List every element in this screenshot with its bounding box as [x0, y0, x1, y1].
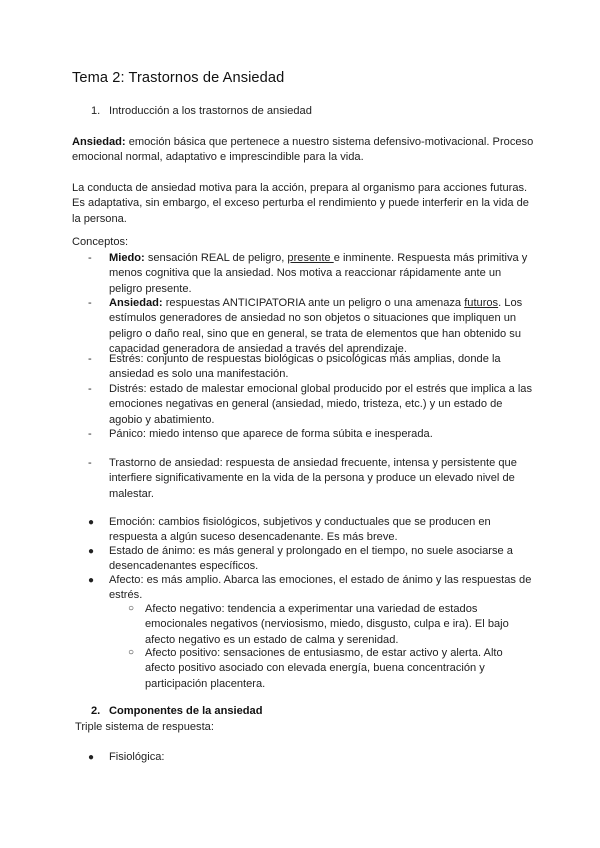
ansiedad-item-underlined: futuros — [464, 297, 499, 309]
concept-estres: Estrés: conjunto de respuestas biológicas o psicológicas más amplias, donde la ansiedad es solo una manifestación. — [109, 353, 501, 381]
bullet-marker: ● — [88, 546, 95, 557]
dash-marker: - — [88, 353, 92, 365]
ansiedad-item-text: respuestas ANTICIPATORIA ante un peligro o una amenaza — [162, 297, 465, 309]
miedo-text-rest: e inminente. Respuesta más primitiva y menos cognitiva que la ansiedad. Nos motiva a reaccionar rápidamente ante un peligro presente. — [109, 252, 528, 295]
ansiedad-term: Ansiedad: — [72, 136, 126, 148]
circle-marker: ○ — [128, 603, 135, 614]
bullet-estado-animo: Estado de ánimo: es más general y prolongado en el tiempo, no suele asociarse a desencadenantes específicos. — [109, 545, 513, 573]
bullet-emocion: Emoción: cambios fisiológicos, subjetivos y conductuales que se producen en respuesta a algún suceso desencadenante. Es más breve. — [109, 516, 491, 544]
circle-marker: ○ — [128, 647, 135, 658]
bullet-marker: ● — [88, 575, 95, 586]
miedo-underlined: presente — [287, 252, 334, 264]
concept-distres: Distrés: estado de malestar emocional global producido por el estrés que implica a las emociones negativas en general (ansiedad, miedo, tristeza, etc.) y un estado de agobio y abatimiento. — [109, 383, 533, 426]
dash-marker: - — [88, 383, 92, 395]
subitem-afecto-negativo: Afecto negativo: tendencia a experimentar una variedad de estados emocionales negativos (nerviosismo, miedo, disgusto, culpa e ira). El bajo afecto negativo es un estado de calma y serenidad. — [145, 603, 509, 646]
conducta-paragraph: La conducta de ansiedad motiva para la acción, prepara al organismo para acciones futuras. Es adaptativa, sin embargo, el exceso perturba el rendimiento y puede interferir en la vida de la persona. — [72, 182, 529, 225]
bullet-marker: ● — [88, 752, 95, 763]
subitem-afecto-positivo: Afecto positivo: sensaciones de entusiasmo, de estar activo y alerta. Alto afecto positivo asociado con elevada energía, buena concentración y participación placentera. — [145, 647, 503, 690]
concept-ansiedad — [109, 296, 534, 357]
concept-miedo — [109, 251, 534, 297]
section-2-heading: Componentes de la ansiedad — [109, 705, 263, 717]
concept-trastorno: Trastorno de ansiedad: respuesta de ansiedad frecuente, intensa y persistente que interfiere significativamente en la vida de la persona y produce un elevado nivel de malestar. — [109, 457, 517, 500]
bullet-marker: ● — [88, 517, 95, 528]
ansiedad-item-text-rest: . Los estímulos generadores de ansiedad no son objetos o situaciones que impliquen un peligro o daño real, sino que en general, se trata de elementos que han obtenido su capacidad generadora de ansiedad a través del aprendizaje. — [109, 297, 523, 355]
dash-marker: - — [88, 457, 92, 469]
ansiedad-definition-text: emoción básica que pertenece a nuestro sistema defensivo-motivacional. Proceso emocional normal, adaptativo e imprescindible para la vida. — [72, 136, 534, 164]
section-2-number: 2. — [91, 705, 101, 717]
dash-marker: - — [88, 428, 92, 440]
section-1-number: 1. — [91, 105, 101, 117]
bullet-afecto: Afecto: es más amplio. Abarca las emociones, el estado de ánimo y las respuestas de estrés. — [109, 574, 532, 602]
ansiedad-item-term: Ansiedad: — [109, 297, 163, 309]
miedo-term: Miedo: — [109, 252, 145, 264]
triple-sistema: Triple sistema de respuesta: — [75, 721, 214, 733]
conceptos-label: Conceptos: — [72, 236, 129, 248]
miedo-text: sensación REAL de peligro, — [144, 252, 288, 264]
page-title: Tema 2: Trastornos de Ansiedad — [72, 70, 285, 86]
ansiedad-definition — [72, 135, 542, 166]
bullet-fisiologica: Fisiológica: — [109, 751, 165, 763]
concept-panico: Pánico: miedo intenso que aparece de forma súbita e inesperada. — [109, 428, 433, 440]
dash-marker: - — [88, 252, 92, 264]
section-1-heading: Introducción a los trastornos de ansiedad — [109, 105, 312, 117]
dash-marker: - — [88, 297, 92, 309]
